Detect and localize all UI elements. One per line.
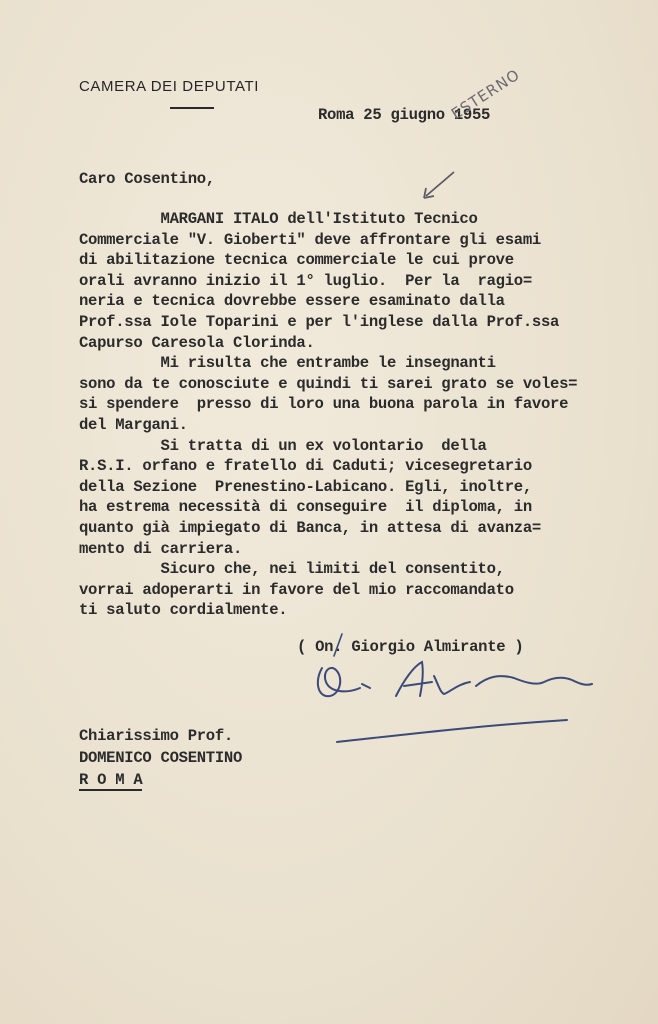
body-line: MARGANI ITALO dell'Istituto Tecnico [79,210,478,228]
recipient-name: DOMENICO COSENTINO [79,749,243,767]
body-line: Prof.ssa Iole Toparini e per l'inglese dalla Prof.ssa [79,312,560,331]
body-line: ha estrema necessità di conseguire il diploma, in [79,498,532,517]
body-line: neria e tecnica dovrebbe essere esaminato dalla [79,292,505,311]
recipient-city: R O M A [79,771,143,789]
letterhead-rule [170,107,214,109]
recipient-title: Chiarissimo Prof. [79,727,233,745]
typed-signature: ( On. Giorgio Almirante ) [297,638,524,656]
body-line: Mi risulta che entrambe le insegnanti [79,354,496,373]
body-line: orali avranno inizio il 1° luglio. Per la ragio= [79,271,532,290]
body-line: quanto già impiegato di Banca, in attesa di avanza= [79,518,541,537]
body-line: Capurso Caresola Clorinda. [79,333,315,352]
body-line: Commerciale "V. Gioberti" deve affrontare gli esami [79,230,541,249]
body-line: R.S.I. orfano e fratello di Caduti; vicesegretario [79,457,532,476]
body-line: si spendere presso di loro una buona parola in favore [79,395,569,414]
letterhead-title: CAMERA DEI DEPUTATI [79,78,260,95]
body-line: sono da te conosciute e quindi ti sarei grato se voles= [79,374,578,393]
dateline: Roma 25 giugno 1955 [318,106,491,124]
body-line: della Sezione Prenestino-Labicano. Egli, inoltre, [79,477,532,496]
body-line: del Margani. [79,415,188,434]
esterno-annotation: ESTERNO [448,65,524,124]
handwritten-signature [300,626,600,716]
body-line: Sicuro che, nei limiti del consentito, [79,560,505,579]
letter-body [79,209,649,621]
body-line: vorrai adoperarti in favore del mio raccomandato [79,580,514,599]
body-line: di abilitazione tecnica commerciale le cui prove [79,251,514,270]
body-line: Si tratta di un ex volontario della [79,436,487,455]
salutation: Caro Cosentino, [79,170,215,188]
body-line: ti saluto cordialmente. [79,601,288,620]
signature-underline [333,712,573,748]
handwritten-arrow-icon [418,168,458,204]
recipient-block [79,725,242,791]
body-line: mento di carriera. [79,539,243,558]
